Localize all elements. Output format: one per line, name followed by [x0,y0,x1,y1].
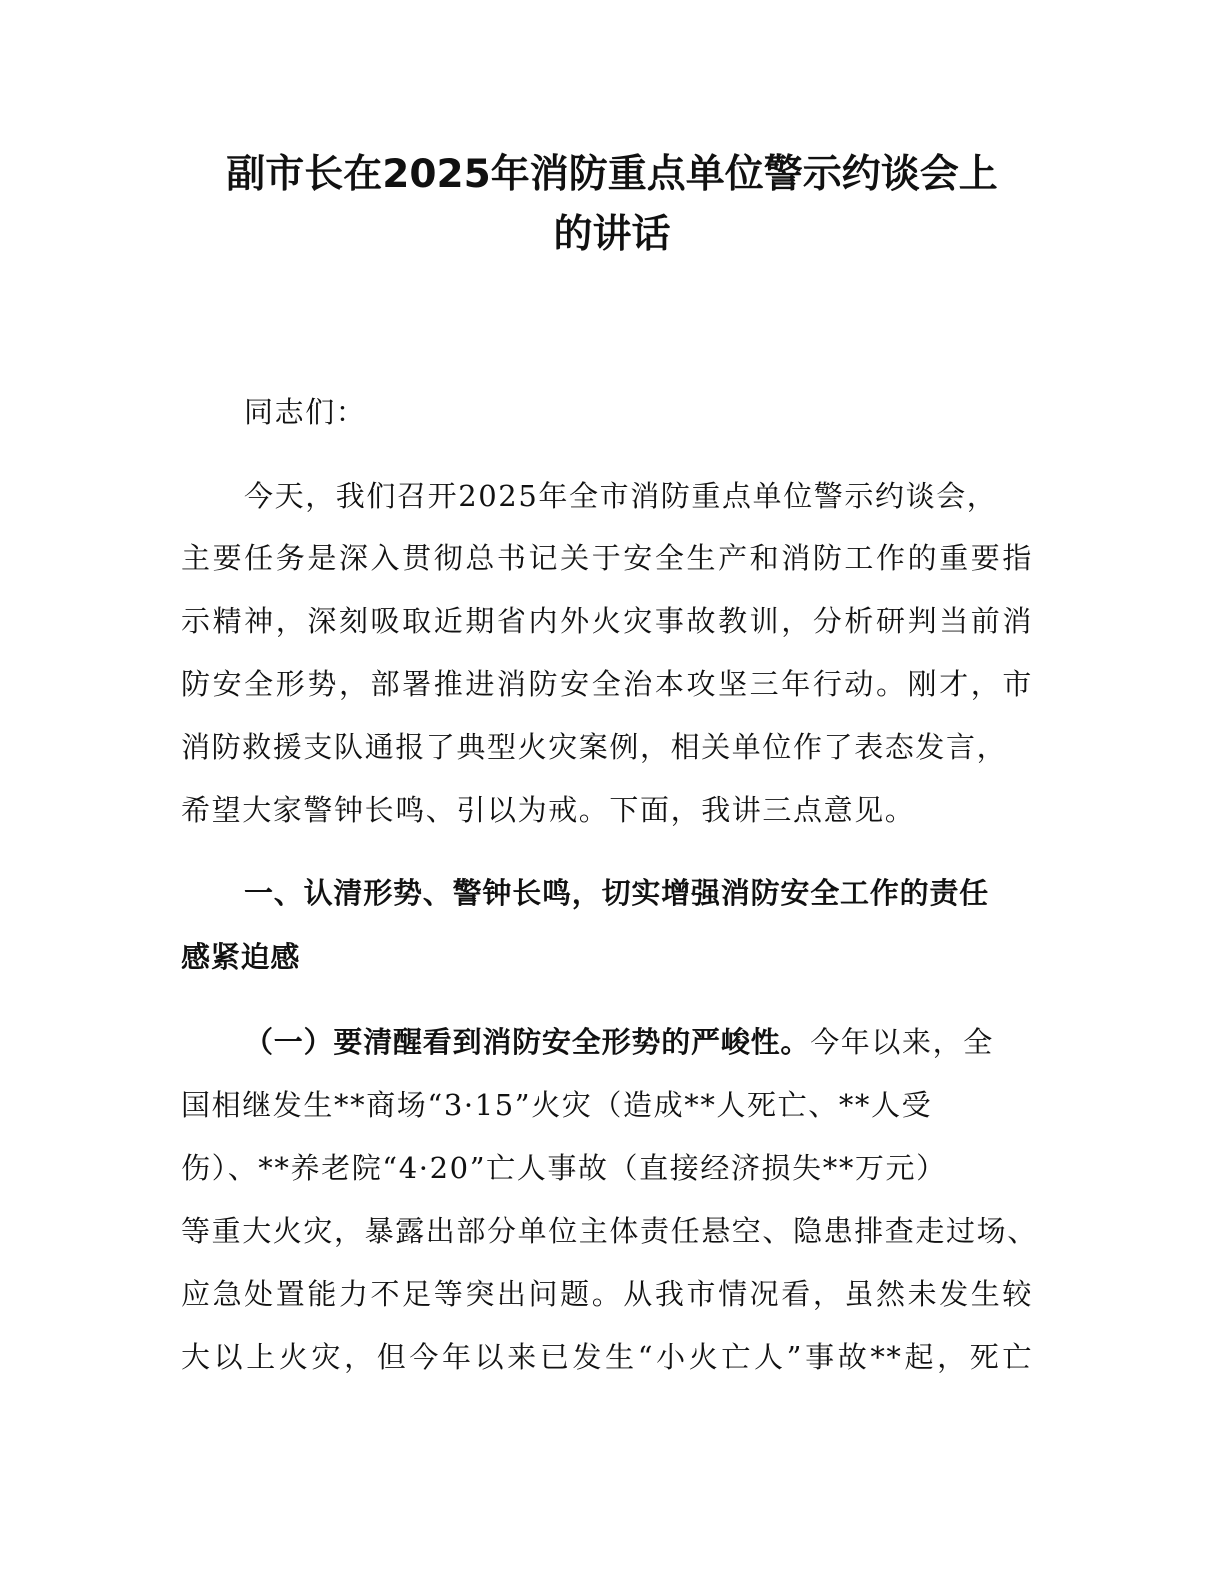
subheading-1: （一）要清醒看到消防安全形势的严峻性。 [244,1025,811,1059]
paragraph-1-line-5: 消防救援支队通报了典型火灾案例，相关单位作了表态发言， [181,730,1008,764]
paragraph-1-line-6: 希望大家警钟长鸣、引以为戒。下面，我讲三点意见。 [181,793,916,827]
paragraph-1-line-2: 主要任务是深入贯彻总书记关于安全生产和消防工作的重要指 [181,541,1033,575]
document-title [150,145,1074,265]
title-line-2: 的讲话 [553,212,671,257]
paragraph-2-line-1-tail: 今年以来，全 [810,1025,994,1059]
paragraph-2-line-3: 伤）、**养老院“4·20”亡人事故（直接经济损失**万元） [181,1151,947,1185]
heading-1-line-2: 感紧迫感 [181,940,301,974]
paragraph-2-line-6: 大以上火灾，但今年以来已发生“小火亡人”事故**起，死亡 [181,1340,1033,1374]
heading-1-line-1: 一、认清形势、警钟长鸣，切实增强消防安全工作的责任 [244,876,990,910]
title-line-1: 副市长在2025年消防重点单位警示约谈会上 [226,152,998,197]
paragraph-2-line-2: 国相继发生**商场“3·15”火灾（造成**人死亡、**人受 [181,1088,933,1122]
paragraph-2-line-5: 应急处置能力不足等突出问题。从我市情况看，虽然未发生较 [181,1277,1033,1311]
paragraph-1-line-4: 防安全形势，部署推进消防安全治本攻坚三年行动。刚才，市 [181,667,1033,701]
paragraph-1-line-1: 今天，我们召开2025年全市消防重点单位警示约谈会， [244,479,998,513]
paragraph-2-line-1 [244,1022,994,1062]
paragraph-1-line-3: 示精神，深刻吸取近期省内外火灾事故教训，分析研判当前消 [181,604,1033,638]
salutation: 同志们： [244,395,367,429]
paragraph-2-line-4: 等重大火灾，暴露出部分单位主体责任悬空、隐患排查走过场、 [181,1214,1038,1248]
